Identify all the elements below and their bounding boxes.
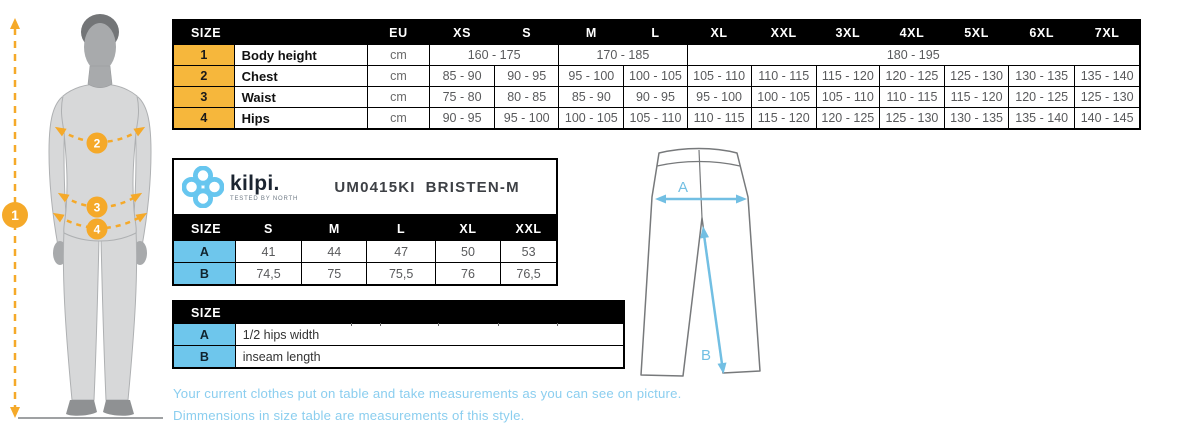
row-label: Chest [234,66,367,87]
row-unit: cm [367,66,429,87]
table-row-waist [173,87,1140,108]
value-cell: 135 - 140 [1075,66,1140,87]
header-xs: XS [430,20,495,45]
figure-face [84,23,116,71]
column-tick [351,323,352,326]
value-cell: 100 - 105 [751,87,816,108]
header-xl: XL [435,217,500,241]
value-cell: 115 - 120 [816,66,879,87]
note-line-1: Your current clothes put on table and take measurements as you can see on picture. [173,386,682,401]
header-l: L [624,20,687,45]
marker-2-label: 2 [93,136,101,151]
value-cell: 90 - 95 [495,66,559,87]
value-cell: 180 - 195 [687,45,1140,66]
legend-row-a [173,324,624,346]
label-a: A [678,179,689,196]
value-cell: 135 - 140 [1009,108,1075,130]
body-measurement-figure [0,0,175,445]
value-cell: 44 [302,241,367,263]
figure-right-foot [103,400,134,416]
header-size: SIZE [173,20,367,45]
row-number: 4 [173,108,234,130]
measurement-notes [173,383,682,427]
value-cell: 75,5 [367,263,435,286]
header-xl: XL [687,20,751,45]
style-row-b [173,263,557,286]
value-cell: 105 - 110 [816,87,879,108]
value-cell: 85 - 90 [430,66,495,87]
product-box [172,158,558,216]
value-cell: 41 [235,241,301,263]
header-6xl: 6XL [1009,20,1075,45]
header-l: L [367,217,435,241]
value-cell: 110 - 115 [687,108,751,130]
style-name: BRISTEN-M [425,178,520,196]
value-cell: 95 - 100 [687,87,751,108]
label-b: B [700,347,711,364]
product-code [298,179,556,196]
value-cell: 105 - 110 [624,108,687,130]
figure-torso [61,84,138,241]
brand-tagline: TESTED BY NORTH [230,195,299,202]
value-cell: 110 - 115 [751,66,816,87]
value-cell: 90 - 95 [624,87,687,108]
column-tick [438,323,439,326]
row-key: A [173,324,235,346]
value-cell: 76,5 [501,263,557,286]
value-cell: 160 - 175 [430,45,559,66]
main-table-header-row [173,20,1140,45]
row-label: Body height [234,45,367,66]
value-cell: 125 - 130 [945,66,1009,87]
table-row-hips [173,108,1140,130]
value-cell: 90 - 95 [430,108,495,130]
header-xxl: XXL [501,217,557,241]
column-tick [498,323,499,326]
value-cell: 75 [302,263,367,286]
row-unit: cm [367,108,429,130]
value-cell: 100 - 105 [559,108,624,130]
header-4xl: 4XL [879,20,944,45]
header-size: SIZE [173,217,235,241]
value-cell: 47 [367,241,435,263]
kilpi-logo [174,166,298,208]
row-unit: cm [367,45,429,66]
value-cell: 170 - 185 [559,45,687,66]
value-cell: 115 - 120 [945,87,1009,108]
pants-diagram [625,140,805,390]
row-unit: cm [367,87,429,108]
column-tick [380,323,381,326]
marker-3-label: 3 [93,200,101,215]
note-line-2: Dimmensions in size table are measurements of this style. [173,408,525,423]
value-cell: 80 - 85 [495,87,559,108]
legend-header-row [173,301,624,324]
row-number: 2 [173,66,234,87]
value-cell: 120 - 125 [1009,87,1075,108]
figure-right-leg [101,230,137,400]
value-cell: 85 - 90 [559,87,624,108]
marker-4-label: 4 [93,222,101,237]
value-cell: 130 - 135 [945,108,1009,130]
value-cell: 95 - 100 [495,108,559,130]
row-key: A [173,241,235,263]
value-cell: 140 - 145 [1075,108,1140,130]
row-label: Hips [234,108,367,130]
style-table-header-row [173,217,557,241]
value-cell: 120 - 125 [816,108,879,130]
value-cell: 115 - 120 [751,108,816,130]
value-cell: 75 - 80 [430,87,495,108]
value-cell: 130 - 135 [1009,66,1075,87]
height-measure-line [2,18,28,418]
legend-row-b [173,346,624,369]
value-cell: 110 - 115 [879,87,944,108]
brand-name: kilpi. [230,171,280,195]
main-size-table [172,19,1141,130]
header-5xl: 5XL [945,20,1009,45]
row-key: B [173,346,235,369]
header-xxl: XXL [751,20,816,45]
kilpi-knot-icon [182,166,224,208]
figure-left-foot [66,400,97,416]
header-s: S [495,20,559,45]
measure-description: 1/2 hips width [235,324,624,346]
table-row-chest [173,66,1140,87]
header-3xl: 3XL [816,20,879,45]
value-cell: 105 - 110 [687,66,751,87]
value-cell: 53 [501,241,557,263]
figure-neck [88,66,112,88]
header-s: S [235,217,301,241]
value-cell: 125 - 130 [1075,87,1140,108]
style-code: UM0415KI [334,178,416,196]
value-cell: 74,5 [235,263,301,286]
measure-description: inseam length [235,346,624,369]
value-cell: 120 - 125 [879,66,944,87]
row-number: 3 [173,87,234,108]
value-cell: 100 - 105 [624,66,687,87]
table-row-body-height [173,45,1140,66]
value-cell: 50 [435,241,500,263]
column-tick [557,323,558,326]
header-7xl: 7XL [1075,20,1140,45]
value-cell: 76 [435,263,500,286]
legend-table [172,300,625,369]
value-cell: 125 - 130 [879,108,944,130]
header-m: M [302,217,367,241]
figure-left-leg [63,230,99,400]
header-m: M [559,20,624,45]
row-label: Waist [234,87,367,108]
row-number: 1 [173,45,234,66]
style-measure-table [172,216,558,286]
header-eu: EU [367,20,429,45]
header-size: SIZE [173,301,624,324]
style-row-a [173,241,557,263]
marker-1-label: 1 [11,207,19,223]
row-key: B [173,263,235,286]
value-cell: 95 - 100 [559,66,624,87]
